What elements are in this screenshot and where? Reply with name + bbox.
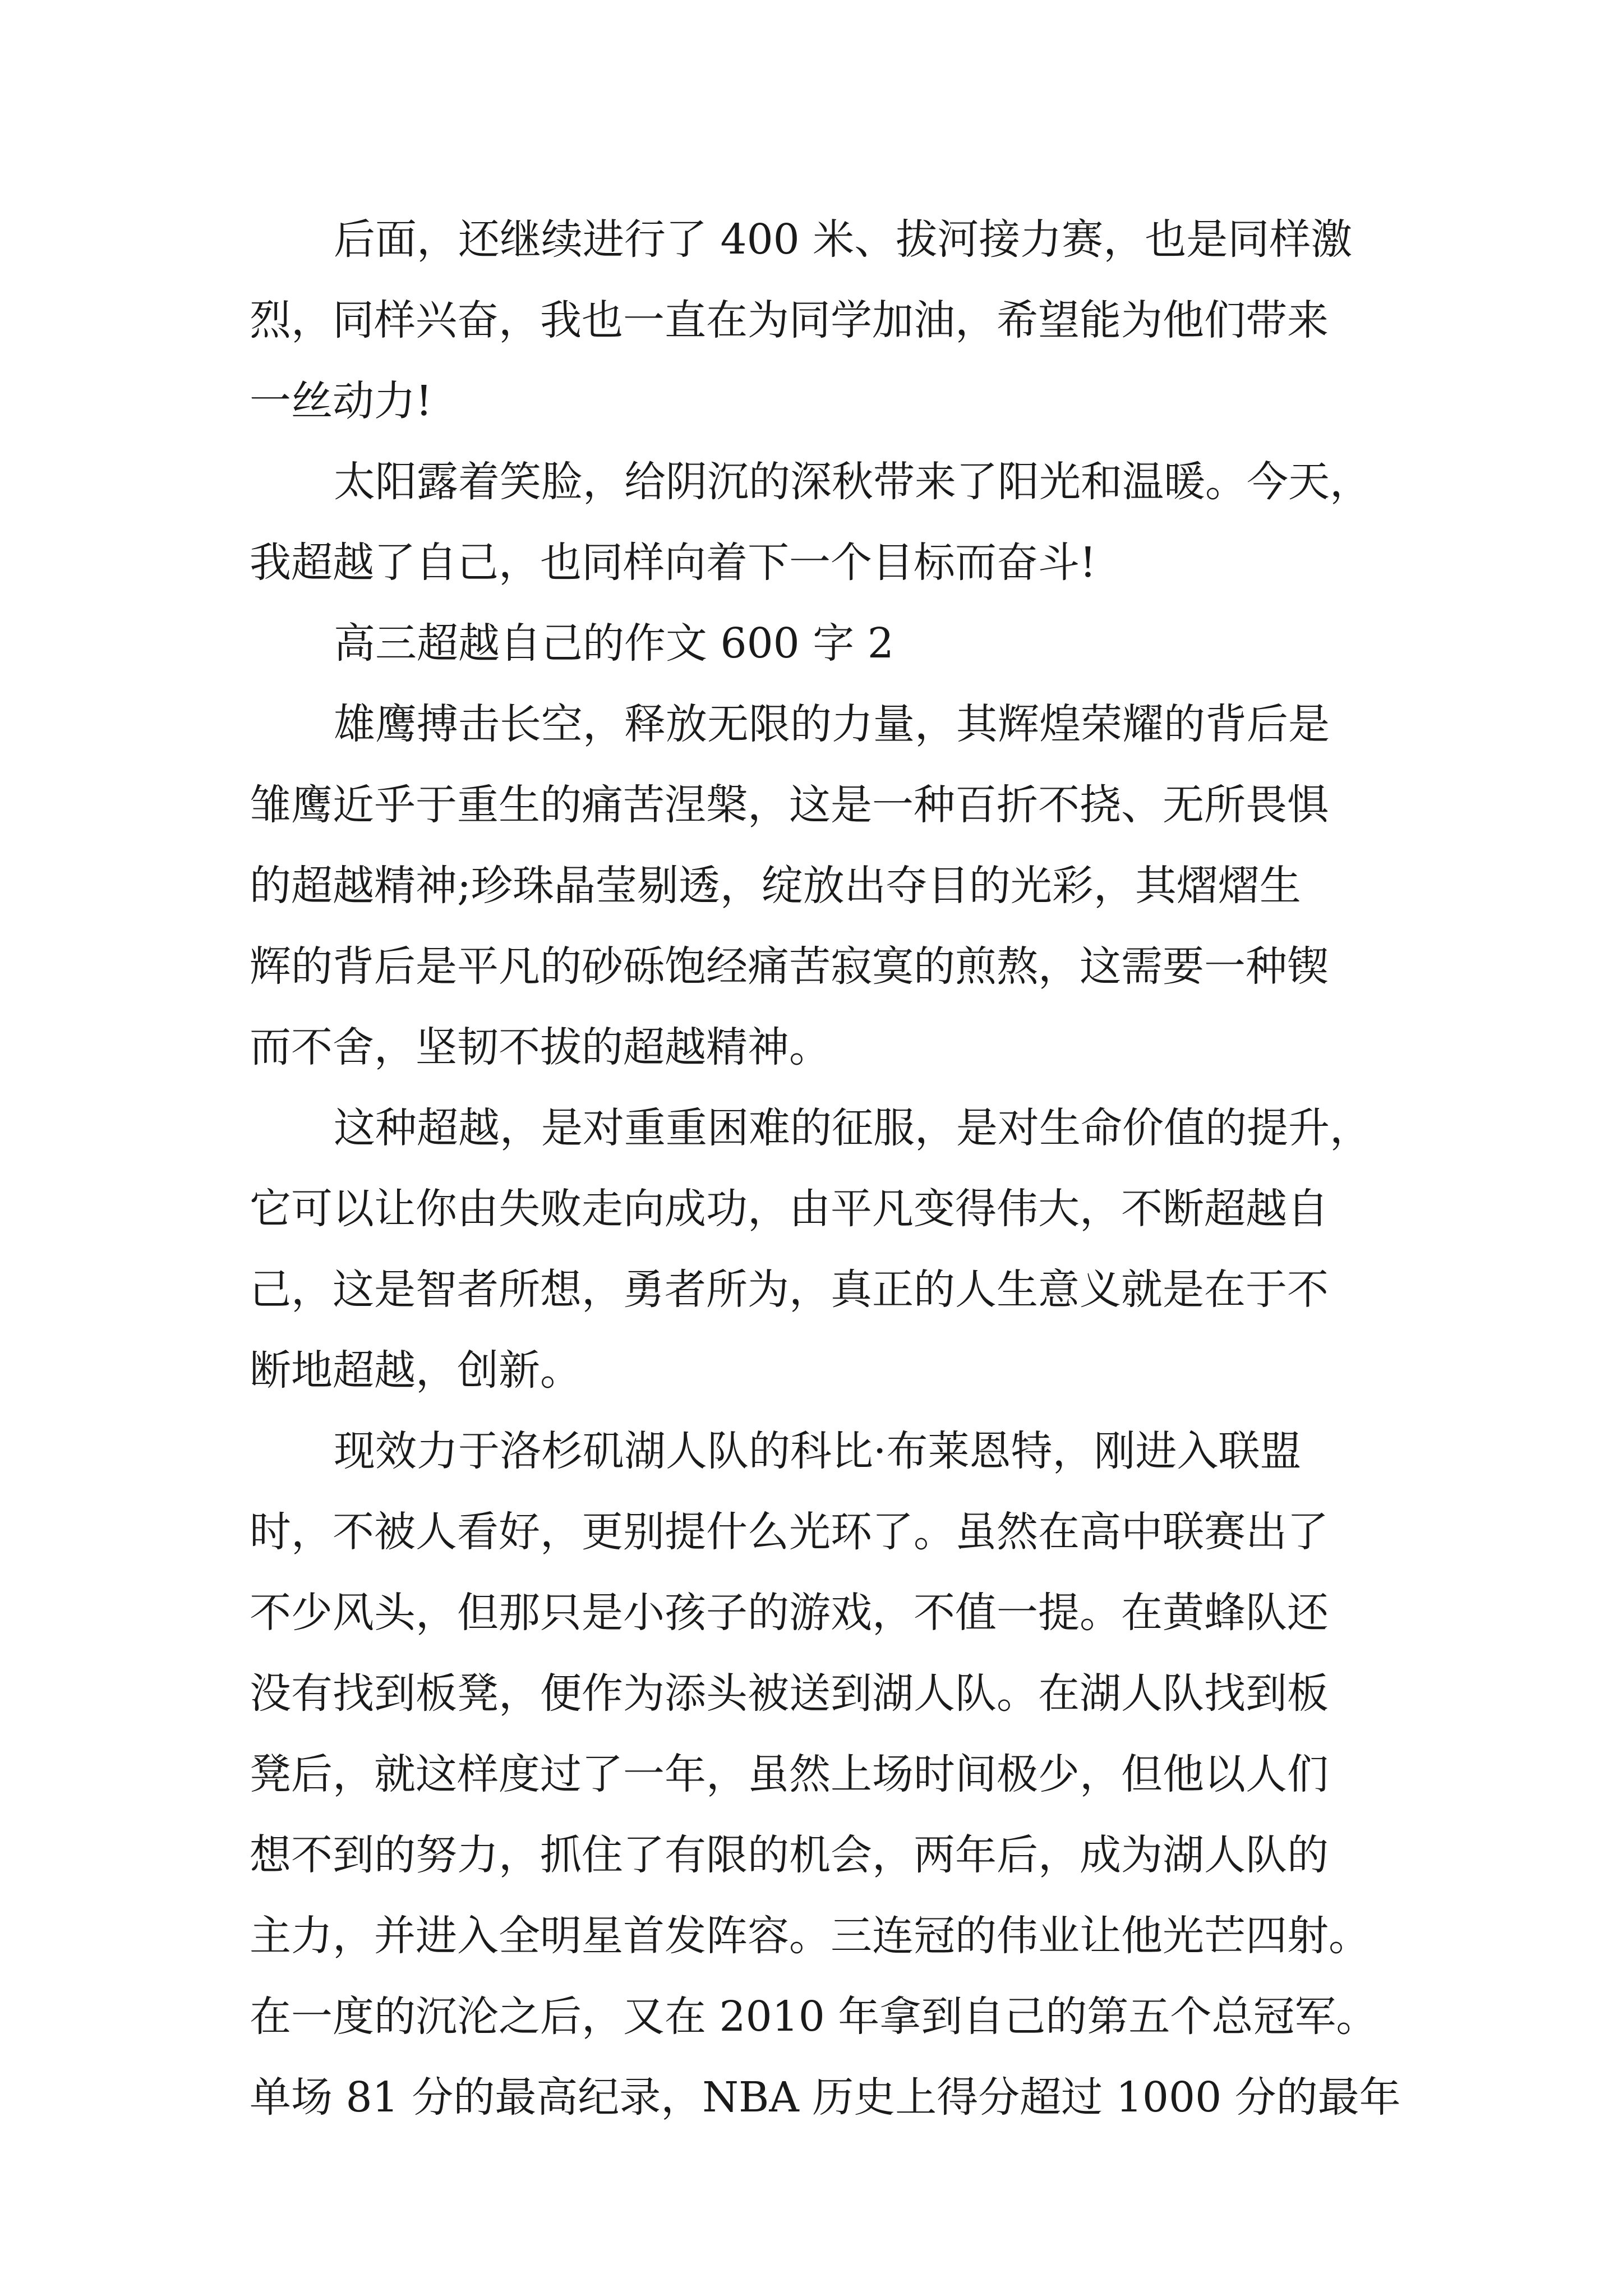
text-line: 烈，同样兴奋，我也一直在为同学加油，希望能为他们带来 [250, 296, 1329, 344]
text-line: 雏鹰近乎于重生的痛苦涅槃，这是一种百折不挠、无所畏惧 [250, 781, 1329, 829]
text-line: 不少风头，但那只是小孩子的游戏，不值一提。在黄蜂队还 [250, 1589, 1329, 1637]
text-line: 现效力于洛杉矶湖人队的科比·布莱恩特，刚进入联盟 [334, 1427, 1302, 1475]
text-line: 时，不被人看好，更别提什么光环了。虽然在高中联赛出了 [250, 1508, 1329, 1556]
text-line: 的超越精神;珍珠晶莹剔透，绽放出夺目的光彩，其熠熠生 [250, 862, 1301, 910]
text-line: 一丝动力! [250, 377, 432, 425]
text-line: 在一度的沉沦之后，又在 2010 年拿到自己的第五个总冠军。 [250, 1993, 1378, 2041]
text-line: 己，这是智者所想，勇者所为，真正的人生意义就是在于不 [250, 1266, 1329, 1314]
text-line: 而不舍，坚韧不拔的超越精神。 [250, 1023, 831, 1071]
text-line: 凳后，就这样度过了一年，虽然上场时间极少，但他以人们 [250, 1750, 1329, 1798]
text-line: 这种超越，是对重重困难的征服，是对生命价值的提升， [334, 1104, 1371, 1152]
section-heading: 高三超越自己的作文 600 字 2 [334, 619, 894, 668]
text-line: 我超越了自己，也同样向着下一个目标而奋斗! [250, 539, 1096, 587]
text-line: 辉的背后是平凡的砂砾饱经痛苦寂寞的煎熬，这需要一种锲 [250, 942, 1329, 991]
text-line: 太阳露着笑脸，给阴沉的深秋带来了阳光和温暖。今天， [334, 458, 1371, 506]
text-line: 单场 81 分的最高纪录，NBA 历史上得分超过 1000 分的最年 [250, 2073, 1401, 2122]
text-line: 主力，并进入全明星首发阵容。三连冠的伟业让他光芒四射。 [250, 1912, 1370, 1960]
text-line: 断地超越，创新。 [250, 1346, 582, 1395]
text-line: 后面，还继续进行了 400 米、拔河接力赛，也是同样激 [334, 215, 1353, 264]
text-line: 没有找到板凳，便作为添头被送到湖人队。在湖人队找到板 [250, 1669, 1329, 1718]
text-line: 雄鹰搏击长空，释放无限的力量，其辉煌荣耀的背后是 [334, 700, 1330, 748]
document-body [250, 199, 1401, 2138]
text-line: 它可以让你由失败走向成功，由平凡变得伟大，不断超越自 [250, 1185, 1329, 1233]
text-line: 想不到的努力，抓住了有限的机会，两年后，成为湖人队的 [250, 1831, 1329, 1879]
